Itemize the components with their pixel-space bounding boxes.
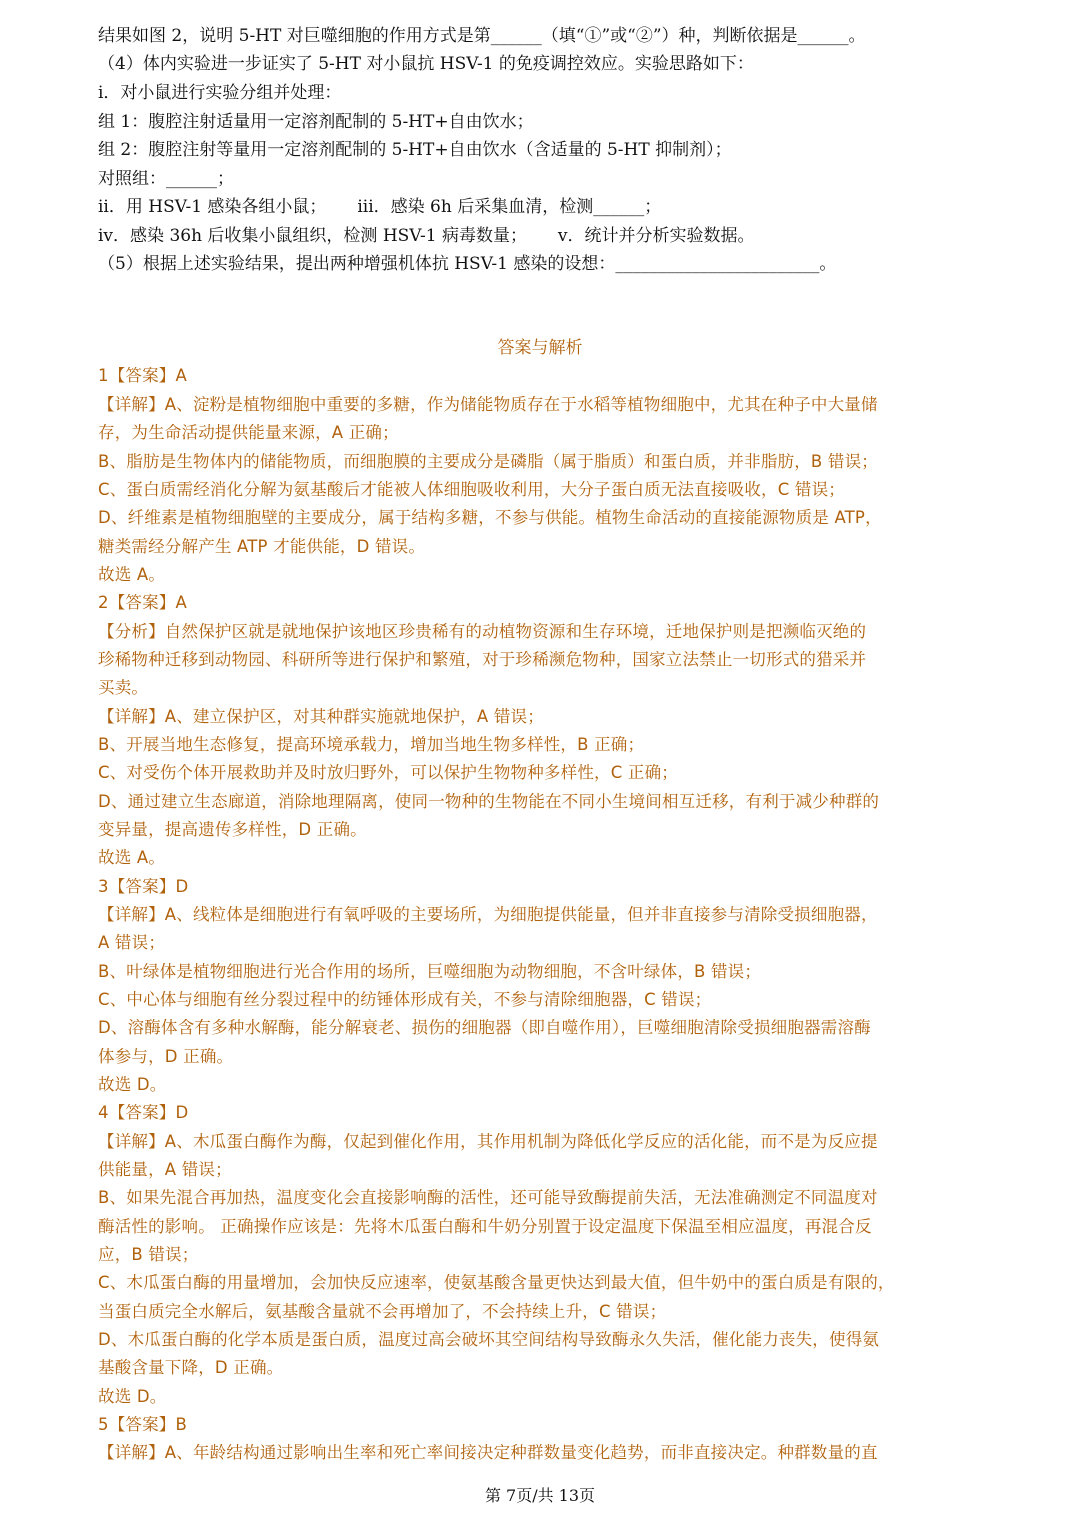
answer-line: D、通过建立生态廊道，消除地理隔离，使同一物种的生物能在不同小生境间相互迁移，有利于减少种群的 (98, 792, 880, 811)
answer-line: 【详解】A、线粒体是细胞进行有氧呼吸的主要场所，为细胞提供能量，但并非直接参与清除受损细胞器， (98, 905, 878, 924)
answer-line: D、溶酶体含有多种水解酶，能分解衰老、损伤的细胞器（即自噬作用），巨噬细胞清除受损细胞器需溶酶 (98, 1018, 871, 1037)
answer-line: B、如果先混合再加热，温度变化会直接影响酶的活性，还可能导致酶提前失活，无法准确测定不同温度对 (98, 1188, 878, 1207)
answer-line: 2【答案】A (98, 593, 187, 612)
question-line: i．对小鼠进行实验分组并处理： (98, 83, 342, 103)
answer-line: 买卖。 (98, 678, 149, 697)
answer-line: 【详解】A、年龄结构通过影响出生率和死亡率间接决定种群数量变化趋势，而非直接决定。种群数量的直 (98, 1443, 878, 1462)
question-line: ii．用 HSV-1 感染各组小鼠； iii．感染 6h 后采集血清，检测______； (98, 197, 662, 217)
answer-line: C、对受伤个体开展救助并及时放归野外，可以保护生物物种多样性，C 正确； (98, 763, 678, 782)
answer-line: 故选 A。 (98, 565, 166, 584)
answer-line: 【详解】A、建立保护区，对其种群实施就地保护，A 错误； (98, 707, 544, 726)
answer-line: 【分析】自然保护区就是就地保护该地区珍贵稀有的动植物资源和生存环境，迁地保护则是把濒临灭绝的 (98, 622, 867, 641)
answer-line: 4【答案】D (98, 1103, 189, 1122)
answer-line: B、开展当地生态修复，提高环境承载力，增加当地生物多样性，B 正确； (98, 735, 645, 754)
answer-line: 变异量，提高遗传多样性，D 正确。 (98, 820, 367, 839)
answer-line: 5【答案】B (98, 1415, 188, 1434)
answer-section-heading: 答案与解析 (497, 338, 583, 358)
answer-line: 糖类需经分解产生 ATP 才能供能，D 错误。 (98, 537, 426, 556)
answer-line: B、叶绿体是植物细胞进行光合作用的场所，巨噬细胞为动物细胞，不含叶绿体，B 错误； (98, 962, 762, 981)
answer-line: 酶活性的影响。 正确操作应该是：先将木瓜蛋白酶和牛奶分别置于设定温度下保温至相应温度，再混合反 (98, 1217, 872, 1236)
answer-line: A 错误； (98, 933, 166, 952)
answer-line: C、蛋白质需经消化分解为氨基酸后才能被人体细胞吸收利用，大分子蛋白质无法直接吸收，C 错误； (98, 480, 845, 499)
answer-line: 体参与，D 正确。 (98, 1047, 234, 1066)
question-line: iv．感染 36h 后收集小鼠组织，检测 HSV-1 病毒数量； v．统计并分析实验数据。 (98, 226, 755, 246)
answer-line: 故选 D。 (98, 1075, 167, 1094)
question-line: 对照组：______； (98, 169, 234, 189)
answer-line: C、中心体与细胞有丝分裂过程中的纺锤体形成有关，不参与清除细胞器，C 错误； (98, 990, 712, 1009)
answer-line: D、纤维素是植物细胞壁的主要成分，属于结构多糖，不参与供能。植物生命活动的直接能源物质是 ATP， (98, 508, 882, 527)
question-line: 结果如图 2，说明 5-HT 对巨噬细胞的作用方式是第______（填“①”或“②”）种，判断依据是______。 (98, 26, 866, 46)
answer-line: D、木瓜蛋白酶的化学本质是蛋白质，温度过高会破坏其空间结构导致酶永久失活，催化能力丧失，使得氨 (98, 1330, 880, 1349)
answer-line: 1【答案】A (98, 366, 187, 385)
answer-line: 故选 D。 (98, 1387, 167, 1406)
answer-line: 存，为生命活动提供能量来源，A 正确； (98, 423, 399, 442)
question-line: 组 1：腹腔注射适量用一定溶剂配制的 5-HT+自由饮水； (98, 112, 534, 132)
answer-line: 3【答案】D (98, 877, 189, 896)
page-number-footer: 第 7页/共 13页 (484, 1486, 596, 1505)
answer-line: 当蛋白质完全水解后，氨基酸含量就不会再增加了，不会持续上升，C 错误； (98, 1302, 667, 1321)
answer-line: 故选 A。 (98, 848, 166, 867)
answer-line: 【详解】A、淀粉是植物细胞中重要的多糖，作为储能物质存在于水稻等植物细胞中，尤其在种子中大量储 (98, 395, 878, 414)
answer-line: 应，B 错误； (98, 1245, 199, 1264)
answer-line: 基酸含量下降，D 正确。 (98, 1358, 284, 1377)
answer-line: 供能量，A 错误； (98, 1160, 232, 1179)
question-line: 组 2：腹腔注射等量用一定溶剂配制的 5-HT+自由饮水（含适量的 5-HT 抑制剂）； (98, 140, 732, 160)
answer-line: 【详解】A、木瓜蛋白酶作为酶，仅起到催化作用，其作用机制为降低化学反应的活化能，而不是为反应提 (98, 1132, 878, 1151)
answer-line: B、脂肪是生物体内的储能物质，而细胞膜的主要成分是磷脂（属于脂质）和蛋白质，并非脂肪，B 错误； (98, 452, 878, 471)
question-line: （5）根据上述实验结果，提出两种增强机体抗 HSV-1 感染的设想：________________________。 (98, 254, 837, 274)
answer-line: C、木瓜蛋白酶的用量增加，会加快反应速率，使氨基酸含量更快达到最大值，但牛奶中的蛋白质是有限的， (98, 1273, 895, 1292)
question-line: （4）体内实验进一步证实了 5-HT 对小鼠抗 HSV-1 的免疫调控效应。实验思路如下： (98, 54, 754, 74)
answer-line: 珍稀物种迁移到动物园、科研所等进行保护和繁殖，对于珍稀濒危物种，国家立法禁止一切形式的猎采并 (98, 650, 867, 669)
